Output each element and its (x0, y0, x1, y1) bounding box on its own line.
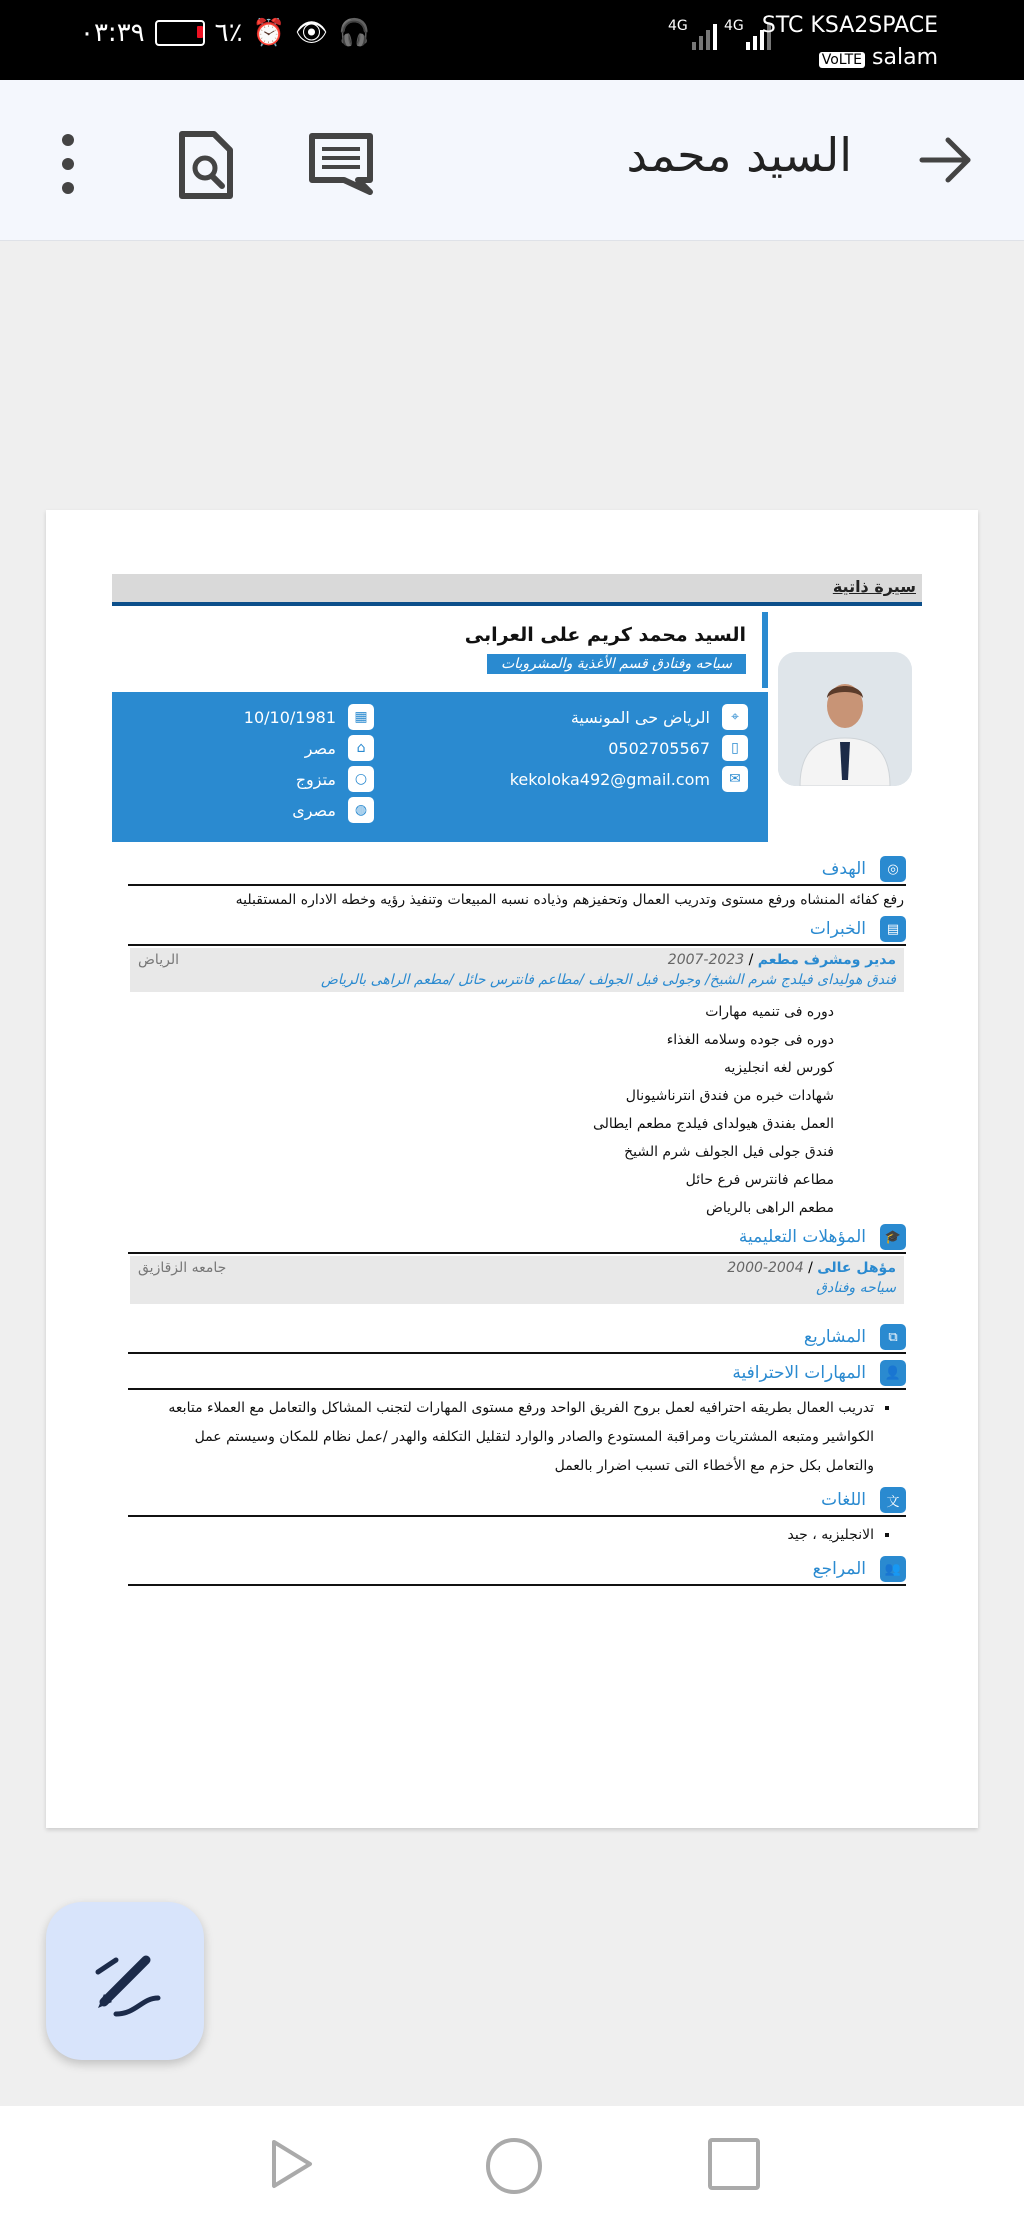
arrow-forward-icon[interactable] (918, 132, 974, 188)
address: الرياض حى المونسية (570, 707, 710, 727)
comment-icon[interactable] (308, 132, 374, 196)
edit-fab-button[interactable] (46, 1902, 204, 2060)
cv-title-bar (112, 574, 922, 606)
page-title: السيد محمد (626, 128, 852, 182)
section-title: المراجع (812, 1559, 866, 1579)
translate-icon: 文 (880, 1487, 906, 1513)
status-bar (0, 0, 1024, 80)
volte-badge: VoLTE (819, 52, 865, 68)
cv-header (112, 612, 922, 842)
list-item: فندق جولى فيل الجولف شرم الشيخ (624, 1144, 834, 1160)
network-type-1: 4G (668, 18, 688, 34)
edit-pen-icon (46, 1902, 204, 2060)
email-icon: ✉ (722, 766, 748, 792)
section-title: الخبرات (809, 919, 866, 939)
nav-back-icon[interactable] (270, 2138, 314, 2190)
section-objective (112, 854, 922, 914)
specialty: سياحه وفنادق قسم الأغذية والمشروبات (487, 654, 746, 674)
section-header-languages (128, 1485, 906, 1517)
languages-list (128, 1517, 906, 1554)
contact-info-panel (112, 692, 768, 842)
signal-icon-1 (692, 20, 717, 50)
list-item: كورس لغه انجليزيه (724, 1060, 834, 1076)
carrier-primary: STC KSA2SPACE (761, 13, 938, 38)
phone: 0502705567 (608, 738, 710, 758)
alarm-icon: ⏰ (252, 18, 285, 48)
profile-photo (778, 652, 912, 786)
full-name: السيد محمد كريم على العرابى (464, 624, 746, 646)
section-languages (112, 1485, 922, 1554)
cv-document (112, 574, 922, 1586)
experience-list (128, 998, 906, 1222)
more-vert-icon[interactable] (60, 132, 76, 196)
photo-column (768, 612, 922, 842)
briefcase-icon: ▤ (880, 916, 906, 942)
section-title: اللغات (821, 1490, 866, 1510)
objective-text: رفع كفائه المنشاه ورفع مستوى وتدريب العمال وتحفيزهم وذياده نسبه المبيعات وتنفيذ رؤيه وخطه الاداره المستقبليه (235, 892, 904, 908)
section-title: المشاريع (803, 1327, 866, 1347)
list-item: مطعم الراهى بالرياض (705, 1200, 834, 1216)
list-item: شهادات خبره من فندق انترناشيونال (625, 1088, 834, 1104)
phone-icon: ▯ (722, 735, 748, 761)
battery-level: ٦٪ (214, 18, 243, 48)
network-type-2: 4G (724, 18, 744, 34)
location-icon: ⌖ (722, 704, 748, 730)
section-title: المهارات الاحترافية (732, 1363, 866, 1383)
section-header-references (128, 1554, 906, 1586)
cv-header-main (112, 612, 768, 842)
email-row (510, 766, 748, 792)
ring-icon: ○ (348, 766, 374, 792)
nav-home-icon[interactable] (486, 2138, 542, 2194)
section-references (112, 1554, 922, 1586)
graduation-cap-icon: 🎓 (880, 1224, 906, 1250)
people-icon: 👥 (880, 1556, 906, 1582)
education-degree-date (727, 1260, 896, 1276)
skills-list (128, 1390, 906, 1485)
education-date: 2004-2000 (727, 1260, 804, 1276)
country-row (305, 735, 374, 761)
document-page (46, 510, 978, 1828)
target-icon: ◎ (880, 856, 906, 882)
nationality-row (292, 797, 374, 823)
list-item: دوره فى تنميه مهارات (705, 1004, 834, 1020)
calendar-icon: ▦ (348, 704, 374, 730)
list-item: ▪ الانجليزيه ، جيد (148, 1521, 874, 1550)
country: مصر (304, 738, 336, 758)
experience-date: 2023-2007 (667, 952, 745, 968)
carrier-secondary-name: salam (872, 45, 938, 70)
person-photo-icon (778, 652, 912, 786)
education-header (138, 1260, 896, 1276)
headset-icon: 🎧 (337, 18, 371, 48)
system-nav-bar (0, 2106, 1024, 2218)
experience-entry (130, 948, 904, 992)
home-icon: ⌂ (348, 735, 374, 761)
section-title: المؤهلات التعليمية (738, 1227, 866, 1247)
experience-details: فندق هوليداى فيلدج شرم الشيخ/ وجولى فيل الجولف /مطاعم فانترس حائل /مطعم الراهى بالرياض (320, 972, 896, 988)
cv-title: سيرة ذاتية (832, 577, 916, 596)
experience-role-date (668, 952, 896, 968)
address-row (571, 704, 748, 730)
experience-header (138, 952, 896, 968)
section-header-experience (128, 914, 906, 946)
birth-date: 10/10/1981 (243, 707, 336, 727)
phone-row (608, 735, 748, 761)
section-experience (112, 914, 922, 1222)
section-header-projects (128, 1322, 906, 1354)
status-left (80, 18, 370, 48)
carrier-info (762, 10, 938, 76)
list-item: العمل بفندق هيولداى فيلدج مطعم ايطالى (592, 1116, 834, 1132)
section-education (112, 1222, 922, 1304)
experience-separator: / (748, 952, 754, 968)
birth-date-row (244, 704, 374, 730)
education-university: جامعه الزقازيق (138, 1260, 227, 1276)
section-header-education (128, 1222, 906, 1254)
name-box (106, 612, 768, 688)
experience-place: الرياض (138, 952, 179, 968)
education-degree: مؤهل عالى (817, 1260, 896, 1276)
carrier-secondary (762, 42, 938, 76)
person-skills-icon: 👤 (880, 1360, 906, 1386)
section-title: الهدف (821, 859, 866, 879)
education-field: سياحه وفنادق (816, 1280, 896, 1296)
list-item: دوره فى جوده وسلامه الغذاء (666, 1032, 834, 1048)
globe-icon: ◍ (348, 797, 374, 823)
battery-icon (155, 20, 205, 46)
section-skills (112, 1358, 922, 1485)
section-projects (112, 1322, 922, 1354)
email: kekoloka492@gmail.com (509, 769, 710, 789)
nav-recents-icon[interactable] (708, 2138, 760, 2190)
section-header-objective (128, 854, 906, 886)
projects-icon: ⧉ (880, 1324, 906, 1350)
experience-role: مدير ومشرف مطعم (757, 952, 896, 968)
education-separator: / (808, 1260, 813, 1276)
app-bar (0, 80, 1024, 241)
section-header-skills (128, 1358, 906, 1390)
education-entry (130, 1256, 904, 1304)
marital-row (296, 766, 374, 792)
list-item: مطاعم فانترس فرع حائل (685, 1172, 834, 1188)
eye-icon: 👁 (294, 18, 328, 48)
find-in-page-icon[interactable] (178, 130, 234, 200)
nationality: مصرى (292, 800, 336, 820)
list-item: ▪ تدريب العمال بطريقه احترافيه لعمل بروح الفريق الواحد ورفع مستوى المهارات لتجنب المشاكل والتعامل مع العملاء متابعه الكواشير ومتبعه المشتريات ومراقبة المستودع والصادر والوارد لتقليل التكلفه والهدر /عمل نظام للمكان وسيستم عمل والتعامل بكل حزم مع الأخطاء التى تسبب اضرار بالعمل (148, 1394, 874, 1481)
marital-status: متزوج (295, 769, 336, 789)
status-time: ٠٣:٣٩ (80, 18, 145, 48)
